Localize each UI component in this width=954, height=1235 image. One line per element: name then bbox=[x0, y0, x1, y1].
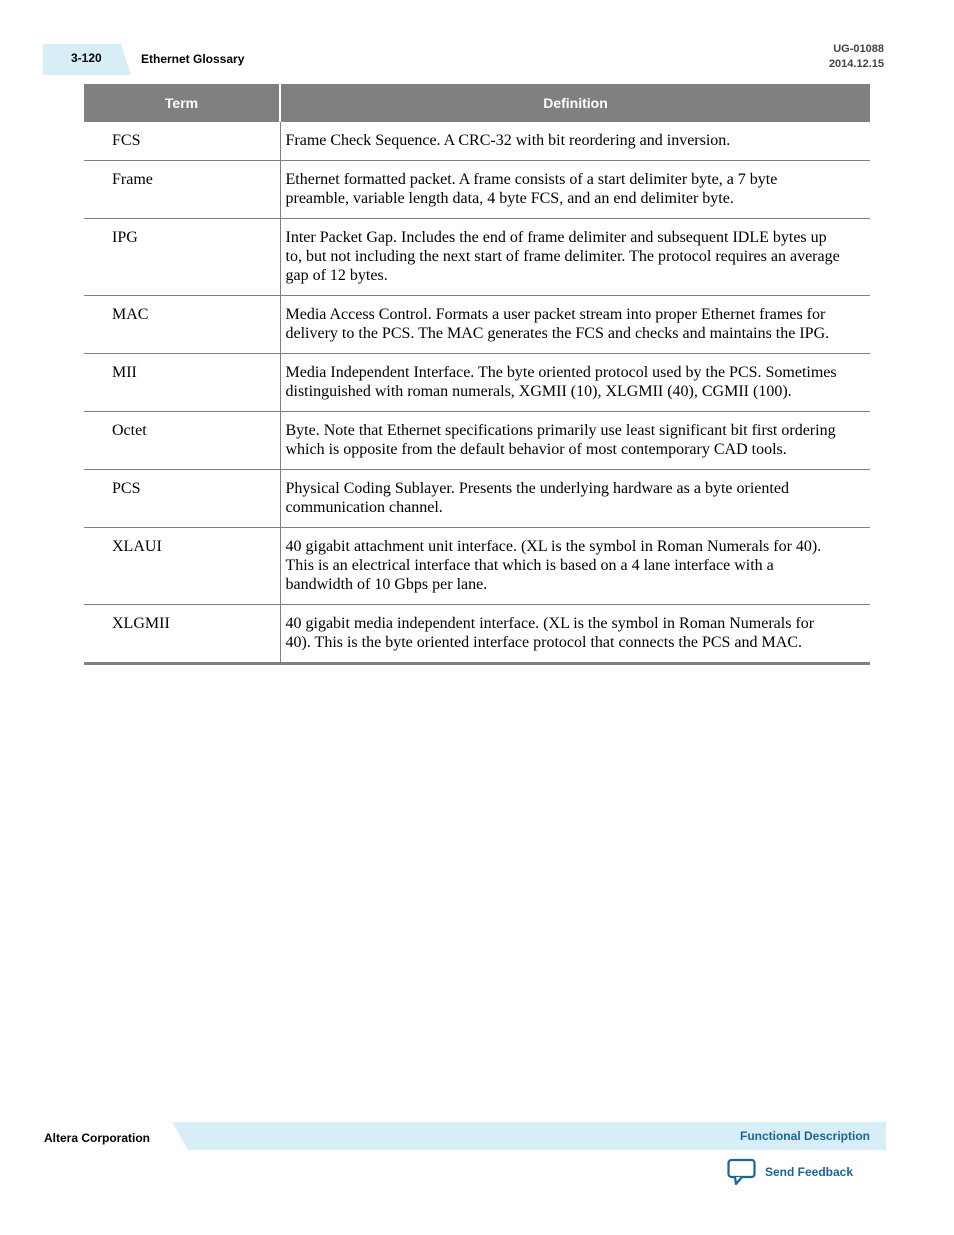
document-id: UG-01088 bbox=[833, 43, 884, 55]
send-feedback-label: Send Feedback bbox=[765, 1165, 854, 1179]
term-cell: FCS bbox=[84, 122, 280, 161]
page-number: 3-120 bbox=[71, 51, 102, 65]
definition-cell: 40 gigabit attachment unit interface. (XL is the symbol in Roman Numerals for 40). This is an electrical interface that which is based on a 4 lane interface with a bandwidth of 10 Gbps per lane. bbox=[280, 528, 870, 605]
send-feedback-link[interactable] bbox=[727, 1158, 853, 1186]
table-row bbox=[84, 161, 870, 219]
term-cell: MAC bbox=[84, 296, 280, 354]
definition-cell: Byte. Note that Ethernet specifications primarily use least significant bit first ordering which is opposite from the default behavior of most contemporary CAD tools. bbox=[280, 412, 870, 470]
speech-bubble-icon bbox=[727, 1158, 756, 1186]
column-header-term: Term bbox=[84, 84, 280, 122]
functional-description-link[interactable]: Functional Description bbox=[739, 1129, 870, 1143]
definition-cell: Inter Packet Gap. Includes the end of frame delimiter and subsequent IDLE bytes up to, but not including the next start of frame delimiter. The protocol requires an average gap of 12 bytes. bbox=[280, 219, 870, 296]
column-header-definition: Definition bbox=[280, 84, 870, 122]
table-row bbox=[84, 528, 870, 605]
term-cell: PCS bbox=[84, 470, 280, 528]
table-row bbox=[84, 470, 870, 528]
term-cell: Octet bbox=[84, 412, 280, 470]
table-row bbox=[84, 605, 870, 664]
definition-cell: Media Independent Interface. The byte oriented protocol used by the PCS. Sometimes distinguished with roman numerals, XGMII (10), XLGMII (40), CGMII (100). bbox=[280, 354, 870, 412]
table-row bbox=[84, 219, 870, 296]
table-row bbox=[84, 296, 870, 354]
company-name: Altera Corporation bbox=[44, 1131, 151, 1145]
section-title: Ethernet Glossary bbox=[141, 52, 245, 66]
table-header-row bbox=[84, 84, 870, 122]
definition-cell: Physical Coding Sublayer. Presents the underlying hardware as a byte oriented communication channel. bbox=[280, 470, 870, 528]
document-date: 2014.12.15 bbox=[828, 58, 884, 70]
table-row bbox=[84, 354, 870, 412]
term-cell: MII bbox=[84, 354, 280, 412]
table-row bbox=[84, 412, 870, 470]
term-cell: Frame bbox=[84, 161, 280, 219]
definition-cell: Media Access Control. Formats a user packet stream into proper Ethernet frames for delivery to the PCS. The MAC generates the FCS and checks and maintains the IPG. bbox=[280, 296, 870, 354]
term-cell: XLAUI bbox=[84, 528, 280, 605]
term-cell: XLGMII bbox=[84, 605, 280, 664]
term-cell: IPG bbox=[84, 219, 280, 296]
glossary-table bbox=[84, 84, 870, 665]
table-row bbox=[84, 122, 870, 161]
definition-cell: 40 gigabit media independent interface. (XL is the symbol in Roman Numerals for 40). This is the byte oriented interface protocol that connects the PCS and MAC. bbox=[285, 615, 815, 651]
definition-cell: Ethernet formatted packet. A frame consists of a start delimiter byte, a 7 byte preamble, variable length data, 4 byte FCS, and an end delimiter byte. bbox=[280, 161, 870, 219]
definition-cell: Frame Check Sequence. A CRC-32 with bit reordering and inversion. bbox=[280, 122, 870, 161]
